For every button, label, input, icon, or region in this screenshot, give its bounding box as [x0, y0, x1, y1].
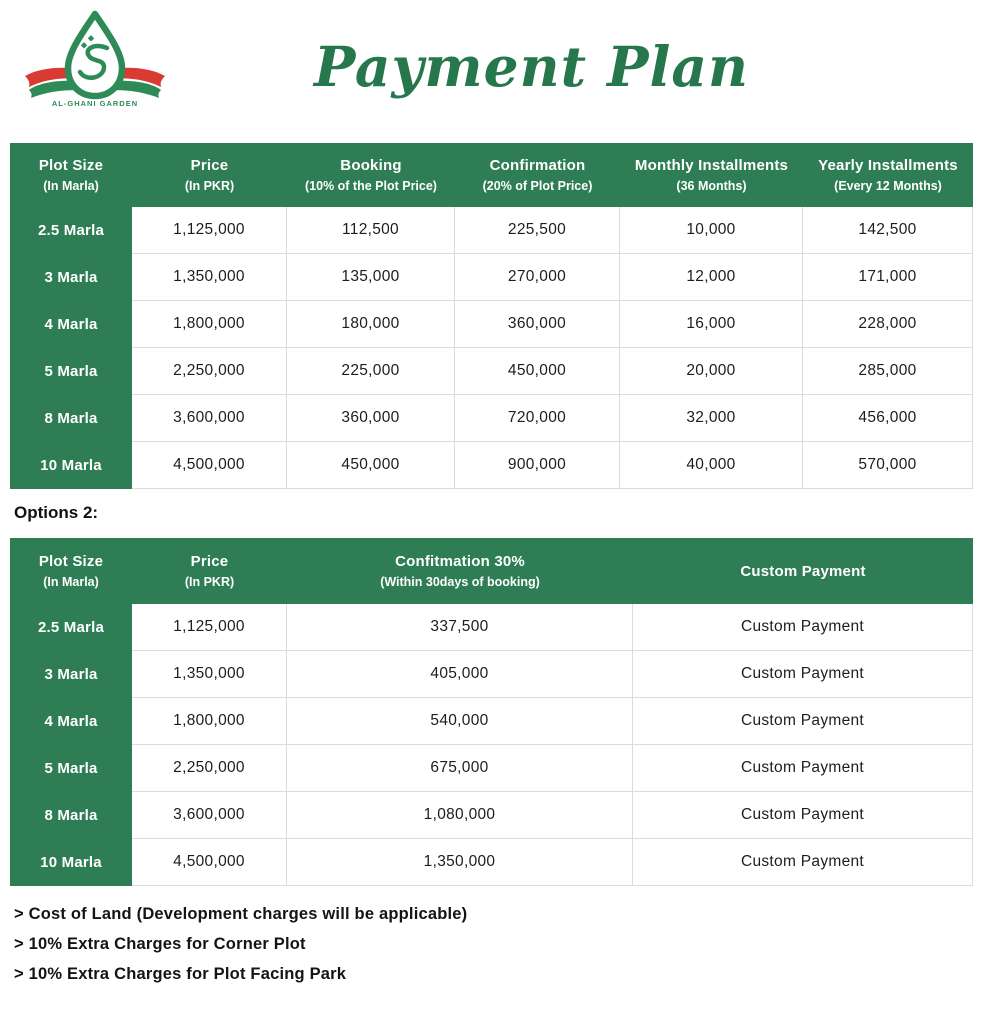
plot-size-cell: 5 Marla [10, 745, 132, 792]
confirmation-cell: 720,000 [455, 395, 620, 442]
payment-plan-table-option1 [10, 143, 973, 489]
column-header-confirmation: Confirmation (20% of Plot Price) [482, 157, 593, 193]
footer-notes [14, 905, 467, 995]
column-header-price: Price (In PKR) [184, 157, 235, 193]
table-row [10, 745, 973, 792]
note-cost-of-land: > Cost of Land (Development charges will be applicable) [14, 905, 468, 923]
price-cell: 1,800,000 [132, 698, 287, 745]
price-cell: 1,800,000 [132, 301, 287, 348]
table-row [10, 254, 973, 301]
plot-size-cell: 3 Marla [10, 651, 132, 698]
confirmation-cell: 900,000 [455, 442, 620, 489]
table-row [10, 207, 973, 254]
yearly-cell: 285,000 [803, 348, 973, 395]
column-header-confirmation-30: Confitmation 30% (Within 30days of booking) [380, 553, 540, 589]
booking-cell: 135,000 [287, 254, 455, 301]
column-header-monthly-installments: Monthly Installments (36 Months) [634, 157, 789, 193]
column-header-plot-size: Plot Size (In Marla) [38, 553, 104, 589]
price-cell: 1,125,000 [132, 207, 287, 254]
table-row [10, 792, 973, 839]
custom-payment-cell: Custom Payment [633, 839, 973, 886]
table-row [10, 395, 973, 442]
booking-cell: 360,000 [287, 395, 455, 442]
price-cell: 2,250,000 [132, 348, 287, 395]
confirmation-30-cell: 405,000 [287, 651, 633, 698]
plot-size-cell: 2.5 Marla [10, 604, 132, 651]
price-cell: 4,500,000 [132, 839, 287, 886]
custom-payment-cell: Custom Payment [633, 651, 973, 698]
table-row [10, 604, 973, 651]
plot-size-cell: 10 Marla [10, 839, 132, 886]
price-cell: 2,250,000 [132, 745, 287, 792]
monthly-cell: 40,000 [620, 442, 803, 489]
confirmation-cell: 450,000 [455, 348, 620, 395]
price-cell: 3,600,000 [132, 792, 287, 839]
price-cell: 3,600,000 [132, 395, 287, 442]
brand-name: AL-GHANI GARDEN [51, 99, 139, 108]
yearly-cell: 142,500 [803, 207, 973, 254]
confirmation-cell: 360,000 [455, 301, 620, 348]
page-title: Payment Plan [313, 34, 750, 99]
table-row [10, 442, 973, 489]
confirmation-30-cell: 1,080,000 [287, 792, 633, 839]
table2-header-row [10, 538, 973, 604]
monthly-cell: 12,000 [620, 254, 803, 301]
table-row [10, 301, 973, 348]
monthly-cell: 20,000 [620, 348, 803, 395]
booking-cell: 225,000 [287, 348, 455, 395]
plot-size-cell: 8 Marla [10, 792, 132, 839]
plot-size-cell: 8 Marla [10, 395, 132, 442]
table-row [10, 651, 973, 698]
booking-cell: 450,000 [287, 442, 455, 489]
yearly-cell: 171,000 [803, 254, 973, 301]
payment-plan-table-option2 [10, 538, 973, 886]
confirmation-30-cell: 1,350,000 [287, 839, 633, 886]
booking-cell: 112,500 [287, 207, 455, 254]
monthly-cell: 16,000 [620, 301, 803, 348]
price-cell: 1,350,000 [132, 651, 287, 698]
booking-cell: 180,000 [287, 301, 455, 348]
note-corner-plot: > 10% Extra Charges for Corner Plot [14, 935, 306, 953]
confirmation-30-cell: 337,500 [287, 604, 633, 651]
plot-size-cell: 10 Marla [10, 442, 132, 489]
plot-size-cell: 4 Marla [10, 301, 132, 348]
price-cell: 1,350,000 [132, 254, 287, 301]
yearly-cell: 456,000 [803, 395, 973, 442]
custom-payment-cell: Custom Payment [633, 792, 973, 839]
price-cell: 1,125,000 [132, 604, 287, 651]
table-row [10, 839, 973, 886]
confirmation-30-cell: 675,000 [287, 745, 633, 792]
table1-header-row [10, 143, 973, 207]
column-header-yearly-installments: Yearly Installments (Every 12 Months) [818, 157, 958, 193]
confirmation-30-cell: 540,000 [287, 698, 633, 745]
custom-payment-cell: Custom Payment [633, 745, 973, 792]
column-header-custom-payment: Custom Payment [740, 562, 866, 580]
plot-size-cell: 2.5 Marla [10, 207, 132, 254]
table-row [10, 348, 973, 395]
monthly-cell: 10,000 [620, 207, 803, 254]
column-header-price: Price (In PKR) [184, 553, 235, 589]
confirmation-cell: 225,500 [455, 207, 620, 254]
custom-payment-cell: Custom Payment [633, 698, 973, 745]
column-header-plot-size: Plot Size (In Marla) [38, 157, 104, 193]
plot-size-cell: 4 Marla [10, 698, 132, 745]
yearly-cell: 228,000 [803, 301, 973, 348]
table-row [10, 698, 973, 745]
plot-size-cell: 3 Marla [10, 254, 132, 301]
monthly-cell: 32,000 [620, 395, 803, 442]
options2-label: Options 2: [14, 503, 99, 522]
yearly-cell: 570,000 [803, 442, 973, 489]
column-header-booking: Booking (10% of the Plot Price) [305, 157, 437, 193]
note-facing-park: > 10% Extra Charges for Plot Facing Park [14, 965, 347, 983]
price-cell: 4,500,000 [132, 442, 287, 489]
confirmation-cell: 270,000 [455, 254, 620, 301]
plot-size-cell: 5 Marla [10, 348, 132, 395]
custom-payment-cell: Custom Payment [633, 604, 973, 651]
